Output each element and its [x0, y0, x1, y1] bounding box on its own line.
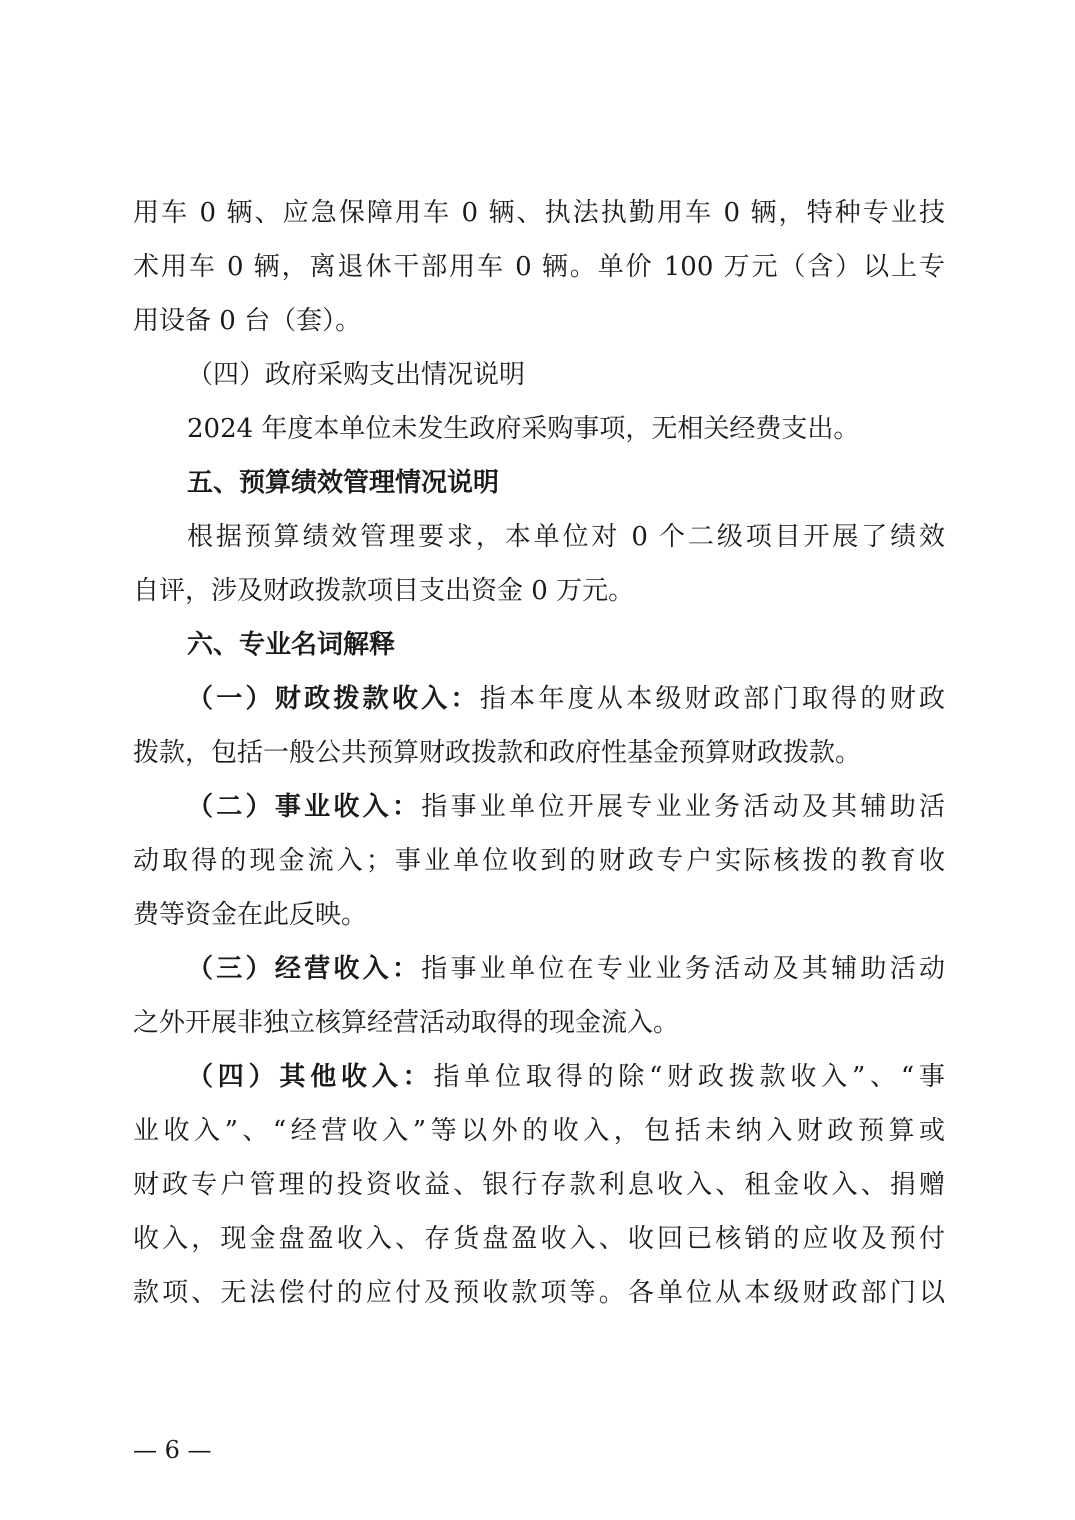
- paragraph-line: 业收入”、“经营收入”等以外的收入，包括未纳入财政预算或: [133, 1116, 945, 1146]
- glossary-term-line: [133, 1050, 945, 1104]
- paragraph-line: 之外开展非独立核算经营活动取得的现金流入。: [133, 1008, 680, 1038]
- glossary-term: （二）事业收入：: [187, 792, 422, 822]
- glossary-definition: 指本年度从本级财政部门取得的财政: [479, 684, 945, 714]
- paragraph-line: 用设备 0 台（套）。: [133, 306, 362, 336]
- glossary-definition: 指事业单位在专业业务活动及其辅助活动: [421, 954, 945, 984]
- paragraph-line: 术用车 0 辆，离退休干部用车 0 辆。单价 100 万元（含）以上专: [133, 252, 945, 282]
- glossary-term-line: [133, 942, 945, 996]
- paragraph-line: 款项、无法偿付的应付及预收款项等。各单位从本级财政部门以: [133, 1278, 945, 1308]
- glossary-definition: 指单位取得的除“财政拨款收入”、“事: [433, 1062, 945, 1092]
- subheading-procurement: （四）政府采购支出情况说明: [187, 360, 526, 390]
- document-body: [133, 186, 945, 1320]
- paragraph-line: 收入，现金盘盈收入、存货盘盈收入、收回已核销的应收及预付: [133, 1224, 945, 1254]
- paragraph-line: 2024 年度本单位未发生政府采购事项，无相关经费支出。: [187, 414, 860, 444]
- glossary-term-line: [133, 780, 945, 834]
- section-heading-performance: 五、预算绩效管理情况说明: [187, 468, 500, 498]
- page-number: — 6 —: [133, 1436, 212, 1464]
- glossary-term: （四）其他收入：: [187, 1062, 434, 1092]
- paragraph-line: 根据预算绩效管理要求，本单位对 0 个二级项目开展了绩效: [187, 522, 945, 552]
- paragraph-line: 费等资金在此反映。: [133, 900, 368, 930]
- paragraph-line: 自评，涉及财政拨款项目支出资金 0 万元。: [133, 576, 635, 606]
- glossary-definition: 指事业单位开展专业业务活动及其辅助活: [421, 792, 945, 822]
- paragraph-line: 用车 0 辆、应急保障用车 0 辆、执法执勤用车 0 辆，特种专业技: [133, 198, 945, 228]
- section-heading-glossary: 六、专业名词解释: [187, 630, 396, 660]
- glossary-term-line: [133, 672, 945, 726]
- paragraph-line: 拨款，包括一般公共预算财政拨款和政府性基金预算财政拨款。: [133, 738, 862, 768]
- glossary-term: （一）财政拨款收入：: [187, 684, 480, 714]
- paragraph-line: 动取得的现金流入；事业单位收到的财政专户实际核拨的教育收: [133, 846, 945, 876]
- glossary-term: （三）经营收入：: [187, 954, 422, 984]
- paragraph-line: 财政专户管理的投资收益、银行存款利息收入、租金收入、捐赠: [133, 1170, 945, 1200]
